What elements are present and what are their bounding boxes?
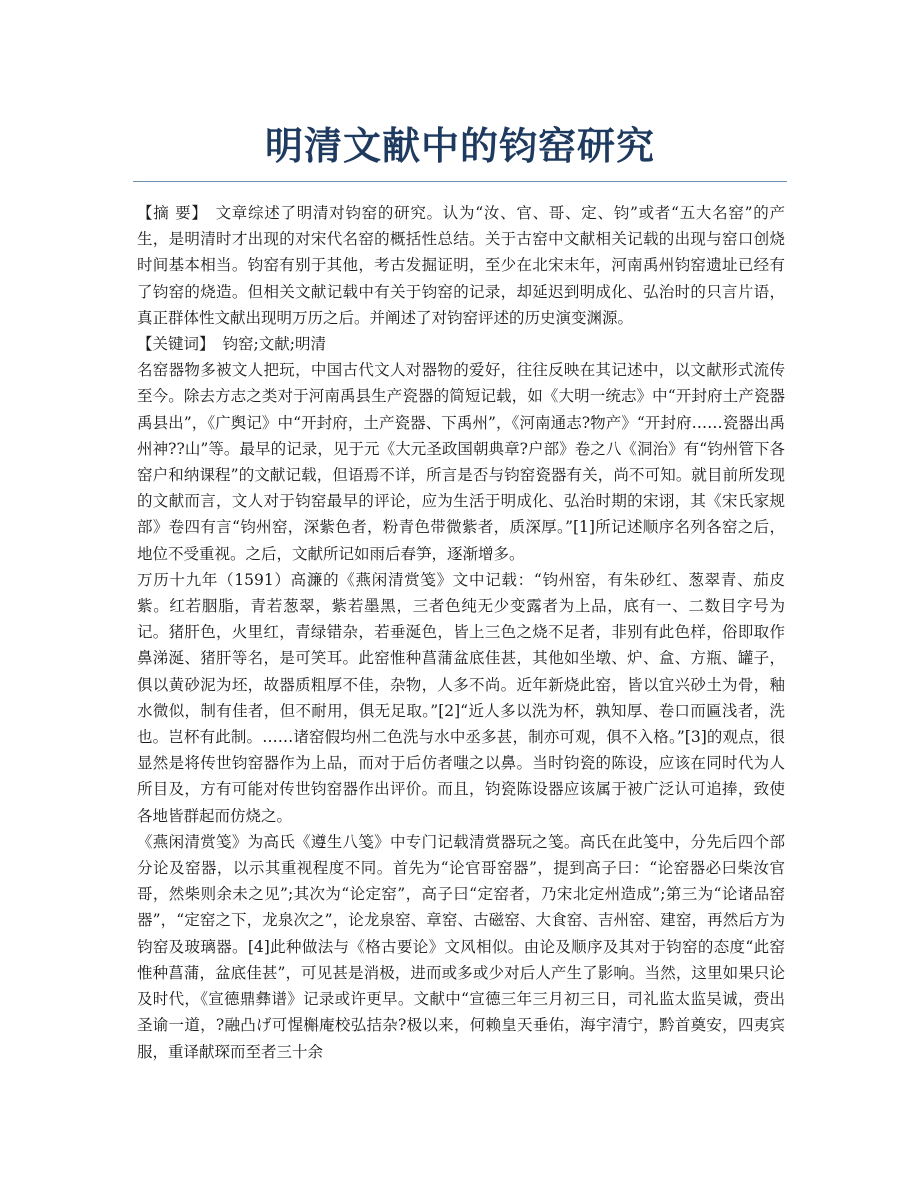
paragraph: 万历十九年（1591）高濂的《燕闲清赏笺》文中记载：“钧州窑，有朱砂红、葱翠青、茄皮紫。红若胭脂，青若葱翠，紫若墨黑，三者色纯无少变露者为上品，底有一、二数目字号为记。猪肝色，火里红，青绿错杂，若垂涎色，皆上三色之烧不足者，非别有此色样，俗即取作鼻涕涎、猪肝等名，是可笑耳。此窑惟种菖蒲盆底佳甚，其他如坐墩、炉、盒、方瓶、罐子，俱以黄砂泥为坯，故器质粗厚不佳，杂物，人多不尚。近年新烧此窑，皆以宜兴砂土为骨，釉水微似，制有佳者，但不耐用，俱无足取。”[2]“近人多以洗为杯，孰知厚、卷口而匾浅者，洗也。岂杯有此制。……诸窑假均州二色洗与水中丞多甚，制亦可观，俱不入格。”[3]的观点，很显然是将传世钧窑器作为上品，而对于后仿者嗤之以鼻。当时钧瓷的陈设，应该在同时代为人所目及，方有可能对传世钧窑器作出评价。而且，钧瓷陈设器应该属于被广泛认可追捧，致使各地皆群起而仿烧之。 [137, 570, 785, 825]
abstract [137, 200, 785, 331]
keywords-label: 【关键词】 [137, 335, 215, 354]
article-body [137, 200, 785, 1065]
keywords-text: 钧窑;文献;明清 [222, 335, 326, 354]
abstract-label: 【摘 要】 [137, 204, 208, 222]
paragraph: 《燕闲清赏笺》为高氏《遵生八笺》中专门记载清赏器玩之笺。高氏在此笺中，分先后四个部分论及窑器，以示其重视程度不同。首先为“论官哥窑器”，提到高子曰：“论窑器必曰柴汝官哥，然柴则余未之见”;其次为“论定窑”，高子曰“定窑者，乃宋北定州造成”;第三为“论诸品窑器”，“定窑之下，龙泉次之”，论龙泉窑、章窑、古磁窑、大食窑、吉州窑、建窑，再然后方为钧窑及玻璃器。[4]此种做法与《格古要论》文风相似。由论及顺序及其对于钧窑的态度“此窑惟种菖蒲，盆底佳甚”，可见甚是消极，进而或多或少对后人产生了影响。当然，这里如果只论及时代，《宣德鼎彝谱》记录或许更早。文献中“宣德三年三月初三日，司礼监太监吴诚，赍出圣谕一道，?融凸げ可惺槲庵校弘拮杂?极以来，何赖皇天垂佑，海宇清宁，黔首奠安，四夷宾服，重译献琛而至者三十余 [137, 832, 785, 1061]
title-divider [133, 181, 787, 182]
page-title: 明清文献中的钧窑研究 [264, 124, 655, 168]
paragraph: 名窑器物多被文人把玩，中国古代文人对器物的爱好，往往反映在其记述中，以文献形式流传至今。除去方志之类对于河南禹县生产瓷器的简短记载，如《大明一统志》中“开封府土产瓷器禹县出”，《广舆记》中“开封府，土产瓷器、下禹州”，《河南通志?物产》“开封府……瓷器出禹州神??山”等。最早的记录，见于元《大元圣政国朝典章?户部》卷之八《洞治》有“钧州管下各窑户和纳课程”的文献记载，但语焉不详，所言是否与钧窑瓷器有关，尚不可知。就目前所发现的文献而言，文人对于钧窑最早的评论，应为生活于明成化、弘治时期的宋诩，其《宋氏家规部》卷四有言“钧州窑，深紫色者，粉青色带微紫者，质深厚。”[1]所记述顺序名列各窑之后，地位不受重视。之后，文献所记如雨后春笋，逐渐增多。 [137, 361, 785, 563]
abstract-text: 文章综述了明清对钧窑的研究。认为“汝、官、哥、定、钧”或者“五大名窑”的产生，是明清时才出现的对宋代名窑的概括性总结。关于古窑中文献相关记载的出现与窑口创烧时间基本相当。钧窑有别于其他，考古发掘证明，至少在北宋末年，河南禹州钧窑遗址已经有了钧窑的烧造。但相关文献记载中有关于钧窑的记录，却延迟到明成化、弘治时的只言片语，真正群体性文献出现明万历之后。并阐述了对钧窑评述的历史演变渊源。 [137, 204, 785, 327]
keywords [137, 331, 785, 357]
